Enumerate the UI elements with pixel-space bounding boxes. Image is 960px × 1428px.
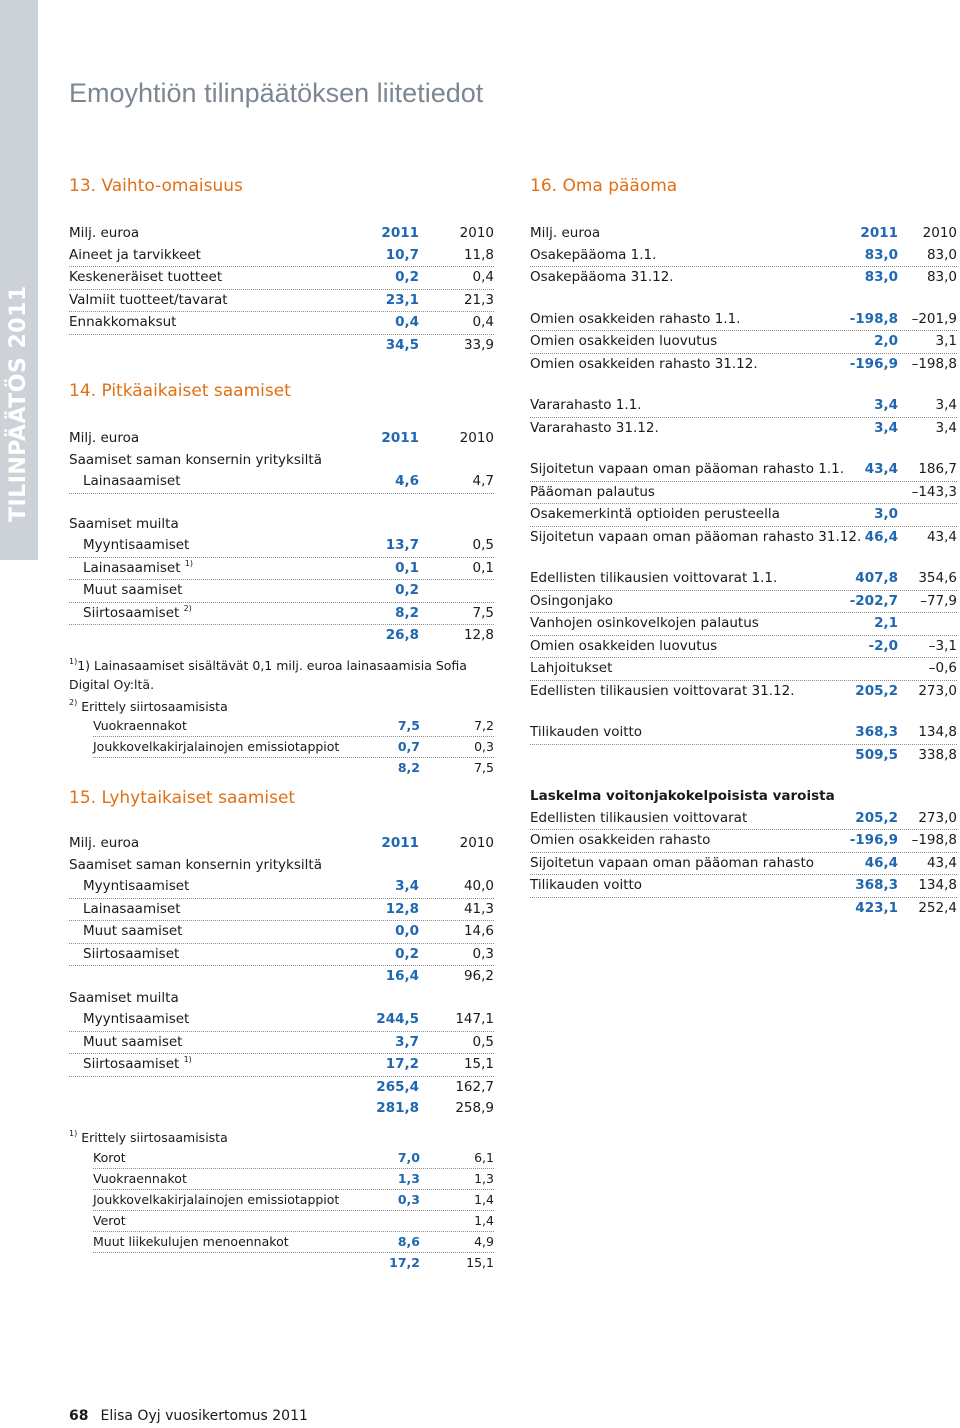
table-header: [530, 223, 957, 245]
value-2011: 281,8: [376, 1100, 419, 1116]
row-label: Muut saamiset: [83, 582, 183, 598]
value-2011: 10,7: [385, 246, 419, 263]
value-2011: 8,2: [395, 604, 419, 621]
row-label: Myyntisaamiset: [83, 1011, 190, 1027]
row-label: Joukkovelkakirjalainojen emissiotappiot: [93, 1192, 340, 1207]
value-2010: 252,4: [918, 899, 957, 916]
value-2011: 205,2: [855, 682, 898, 699]
table-row: [69, 603, 494, 626]
value-2011: 509,5: [855, 746, 898, 763]
value-2011: 8,2: [397, 760, 420, 775]
row-label: Myyntisaamiset: [83, 537, 190, 553]
table-row: [530, 395, 957, 418]
row-label: Korot: [93, 1150, 126, 1165]
table-row: [530, 482, 957, 505]
value-2011: 244,5: [376, 1011, 419, 1027]
table-header: [69, 428, 494, 450]
row-label: Vuokraennakot: [93, 718, 187, 733]
footnote-15-title: $^{1)}$ Erittely siirtosaamisista: [69, 1129, 228, 1145]
table-row: [69, 580, 494, 603]
value-2010: 15,1: [463, 1056, 494, 1072]
row-label: Verot: [93, 1213, 126, 1228]
value-2011: 46,4: [864, 854, 898, 871]
table-row: [93, 1232, 494, 1253]
value-2011: 8,6: [397, 1234, 420, 1249]
table-row: [530, 636, 957, 659]
value-2011: 16,4: [385, 968, 419, 984]
table-row: [530, 898, 957, 920]
table-row: [69, 921, 494, 944]
table-row: [69, 1077, 494, 1099]
row-label: Osakepääoma 1.1.: [530, 246, 657, 263]
table-row: [530, 875, 957, 898]
table-row: [93, 1169, 494, 1190]
value-2010: 83,0: [926, 269, 957, 285]
group-label: [69, 988, 494, 1010]
table-row: [530, 504, 957, 527]
value-2010: –3,1: [928, 637, 957, 654]
value-2010: 1,4: [474, 1213, 494, 1228]
table-accrued-income-breakdown-15: [93, 1148, 494, 1273]
value-2010: –0,6: [928, 660, 957, 676]
row-label: Vanhojen osinkovelkojen palautus: [530, 615, 759, 631]
table-row: [530, 658, 957, 681]
value-2010: –201,9: [911, 310, 957, 327]
value-2010: 3,4: [935, 397, 957, 413]
footnote-ref: 2): [183, 603, 192, 613]
row-label: Omien osakkeiden rahasto 31.12.: [530, 355, 758, 372]
value-2011: -2,0: [868, 637, 898, 654]
table-row: [530, 418, 957, 440]
value-2011: 2011: [381, 225, 419, 241]
value-2011: 7,0: [397, 1150, 420, 1165]
footnote-ref: 1): [183, 1055, 192, 1064]
row-label: Ennakkomaksut: [69, 314, 177, 330]
row-label: Vuokraennakot: [93, 1171, 187, 1186]
table-short-term-receivables: [69, 833, 494, 1120]
table-row: [530, 527, 957, 549]
row-label: Edellisten tilikausien voittovarat 31.12.: [530, 682, 795, 699]
value-2011: 17,2: [389, 1255, 420, 1270]
value-2011: 265,4: [376, 1078, 419, 1095]
table-row: [530, 745, 957, 767]
page-title: Emoyhtiön tilinpäätöksen liitetiedot: [69, 78, 484, 108]
value-2010: 3,1: [935, 333, 957, 349]
value-2011: 83,0: [864, 269, 898, 285]
value-2011: 43,4: [864, 461, 898, 477]
row-label: Edellisten tilikausien voittovarat 1.1.: [530, 570, 778, 586]
value-2010: 147,1: [455, 1011, 494, 1027]
value-2011: 2,1: [874, 615, 898, 631]
value-2010: 1,4: [474, 1192, 494, 1207]
row-label: Lainasaamiset: [83, 900, 181, 917]
value-2011: 0,7: [397, 739, 420, 754]
value-2011: 13,7: [385, 537, 419, 553]
value-2011: 2011: [860, 225, 898, 241]
page-number: 68: [69, 1408, 89, 1424]
table-row: [530, 331, 957, 354]
value-2010: 96,2: [463, 968, 494, 984]
row-label: Myyntisaamiset: [83, 878, 190, 894]
row-label: Omien osakkeiden luovutus: [530, 637, 718, 654]
value-2010: 273,0: [918, 809, 957, 826]
value-2010: 0,5: [472, 537, 494, 553]
footer-text: Elisa Oyj vuosikertomus 2011: [100, 1408, 308, 1424]
table-row: [69, 245, 494, 268]
value-2011: 1,3: [397, 1171, 420, 1186]
value-2011: 3,7: [395, 1033, 419, 1050]
section-16-title: 16. Oma pääoma: [530, 176, 678, 196]
table-row: [69, 966, 494, 988]
row-label: Joukkovelkakirjalainojen emissiotappiot: [93, 739, 340, 754]
value-2010: 40,0: [463, 878, 494, 894]
value-2010: 43,4: [926, 854, 957, 871]
table-row: [69, 1032, 494, 1055]
table-row: [530, 459, 957, 482]
table-row: [93, 758, 494, 778]
row-label: Pääoman palautus: [530, 483, 655, 500]
value-2010: 0,3: [474, 739, 494, 754]
table-inventory: [69, 223, 494, 356]
value-2010: 6,1: [474, 1150, 494, 1165]
value-2010: 273,0: [918, 682, 957, 699]
table-row: [69, 876, 494, 899]
sidebar-band: [0, 0, 38, 560]
table-accrued-income-breakdown: [93, 716, 494, 778]
value-2011: 7,5: [397, 718, 420, 733]
value-2011: 0,4: [395, 314, 419, 330]
footnote-1: $^{1)}$1) Lainasaamiset sisältävät 0,1 milj. euroa lainasaamisia Sofia Digital Oy:ltä.: [69, 657, 467, 692]
section-15-title: 15. Lyhytaikaiset saamiset: [69, 788, 296, 808]
table-row: [530, 808, 957, 831]
value-2011: 0,2: [395, 945, 419, 962]
row-label: Milj. euroa: [69, 225, 140, 241]
value-2011: 3,0: [874, 506, 898, 522]
table-row: [69, 944, 494, 967]
table-row: [93, 737, 494, 758]
value-2011: -196,9: [849, 355, 898, 372]
row-label: Lahjoitukset: [530, 660, 613, 676]
table-row: [93, 1211, 494, 1232]
row-label: Milj. euroa: [69, 430, 140, 446]
group-label: [69, 450, 494, 472]
value-2011: 3,4: [874, 419, 898, 436]
value-2010: 83,0: [926, 246, 957, 263]
value-2010: –143,3: [911, 483, 957, 500]
row-label: Omien osakkeiden rahasto 1.1.: [530, 310, 741, 327]
value-2010: 338,8: [918, 746, 957, 763]
value-2011: 2011: [381, 430, 419, 446]
value-2011: 83,0: [864, 246, 898, 263]
row-label: Vararahasto 1.1.: [530, 397, 642, 413]
table-row: [93, 716, 494, 737]
row-label: Milj. euroa: [530, 225, 601, 241]
group-label-text: Saamiset muilta: [69, 989, 179, 1006]
row-label: Vararahasto 31.12.: [530, 419, 659, 436]
value-2011: 3,4: [874, 397, 898, 413]
value-2010: 134,8: [918, 877, 957, 893]
table-row: [69, 335, 494, 357]
table-row: [530, 613, 957, 636]
table-row: [69, 1054, 494, 1077]
page-footer: [69, 1408, 308, 1424]
value-2011: 205,2: [855, 809, 898, 826]
value-2010: 33,9: [463, 336, 494, 353]
value-2011: 0,2: [395, 269, 419, 285]
table-row: [530, 245, 957, 268]
value-2010: 11,8: [463, 246, 494, 263]
value-2010: 4,7: [472, 473, 494, 489]
value-2010: 14,6: [463, 923, 494, 939]
value-2011: 26,8: [385, 627, 419, 643]
value-2011: 12,8: [385, 900, 419, 917]
value-2010: 43,4: [926, 528, 957, 545]
value-2010: 258,9: [455, 1100, 494, 1116]
value-2010: 1,3: [474, 1171, 494, 1186]
row-label: Osingonjako: [530, 592, 613, 609]
table-row: [69, 290, 494, 313]
value-2010: 2010: [459, 430, 494, 446]
value-2010: –198,8: [911, 832, 957, 848]
table-row: [69, 535, 494, 558]
row-label: Sijoitetun vapaan oman pääoman rahasto 1.1.: [530, 461, 845, 477]
value-2010: 162,7: [455, 1078, 494, 1095]
footnote-ref: 1): [184, 558, 194, 568]
row-label: Tilikauden voitto: [530, 877, 643, 893]
row-label: Osakepääoma 31.12.: [530, 269, 674, 285]
value-2010: 21,3: [463, 291, 494, 308]
value-2010: 41,3: [463, 900, 494, 917]
value-2011: 0,0: [395, 923, 419, 939]
table-long-term-receivables: [69, 428, 494, 647]
row-label: Sijoitetun vapaan oman pääoman rahasto: [530, 854, 815, 871]
value-2010: 0,5: [472, 1033, 494, 1050]
row-label: Aineet ja tarvikkeet: [69, 246, 201, 263]
row-label: Lainasaamiset: [83, 473, 181, 489]
value-2010: 2010: [922, 225, 957, 241]
table-row: [69, 899, 494, 922]
row-label: Sijoitetun vapaan oman pääoman rahasto 31.12.: [530, 528, 862, 545]
value-2010: –77,9: [920, 592, 957, 609]
value-2011: 423,1: [855, 899, 898, 916]
row-label: Omien osakkeiden rahasto: [530, 832, 711, 848]
table-row: [530, 591, 957, 614]
value-2011: -196,9: [849, 832, 898, 848]
row-label: Lainasaamiset $^{1)}$: [83, 558, 194, 576]
table-equity: [530, 223, 957, 919]
table-row: [93, 1148, 494, 1169]
footnote-2-title: $^{2)}$ Erittely siirtosaamisista: [69, 698, 228, 714]
table-row: [530, 722, 957, 745]
table-row: [530, 853, 957, 876]
group-label: [69, 855, 494, 877]
row-label: Muut saamiset: [83, 1033, 183, 1050]
calc-title-text: Laskelma voitonjakokelpoisista varoista: [530, 788, 835, 804]
calc-title: [530, 786, 957, 808]
table-row: [69, 625, 494, 647]
table-row: [69, 1009, 494, 1032]
row-label: Muut saamiset: [83, 923, 183, 939]
table-row: [530, 681, 957, 703]
value-2010: 0,1: [472, 559, 494, 576]
row-label: Osakemerkintä optioiden perusteella: [530, 506, 780, 522]
value-2011: 2011: [381, 835, 419, 851]
value-2011: 3,4: [395, 878, 419, 894]
value-2011: 0,1: [395, 559, 419, 576]
value-2010: 2010: [459, 225, 494, 241]
row-label: Keskeneräiset tuotteet: [69, 269, 223, 285]
value-2010: 7,5: [472, 604, 494, 621]
table-row: [530, 568, 957, 591]
group-label-text: Saamiset saman konsernin yrityksiltä: [69, 451, 322, 468]
value-2011: 46,4: [864, 528, 898, 545]
row-label: Muut liikekulujen menoennakot: [93, 1234, 289, 1249]
row-label: Siirtosaamiset: [83, 945, 180, 962]
value-2010: 7,2: [474, 718, 494, 733]
value-2010: 0,3: [472, 945, 494, 962]
table-row: [69, 471, 494, 494]
value-2011: 368,3: [855, 877, 898, 893]
value-2011: -202,7: [849, 592, 898, 609]
value-2011: 2,0: [874, 333, 898, 349]
value-2011: 23,1: [385, 291, 419, 308]
value-2010: 134,8: [918, 724, 957, 740]
table-row: [530, 267, 957, 289]
group-label: [69, 514, 494, 536]
value-2010: 0,4: [472, 269, 494, 285]
value-2011: 368,3: [855, 724, 898, 740]
group-label-text: Saamiset muilta: [69, 515, 179, 532]
value-2010: 354,6: [918, 570, 957, 586]
row-label: Omien osakkeiden luovutus: [530, 333, 718, 349]
value-2010: 3,4: [935, 419, 957, 436]
value-2010: 15,1: [466, 1255, 494, 1270]
value-2011: 0,2: [395, 582, 419, 598]
sidebar-label: TILINPÄÄTÖS 2011: [6, 285, 31, 522]
table-row: [93, 1253, 494, 1273]
value-2010: 2010: [459, 835, 494, 851]
value-2010: 7,5: [474, 760, 494, 775]
table-row: [69, 312, 494, 335]
table-header: [69, 833, 494, 855]
row-label: Milj. euroa: [69, 835, 140, 851]
section-14-title: 14. Pitkäaikaiset saamiset: [69, 381, 291, 401]
value-2011: 34,5: [385, 336, 419, 353]
table-row: [93, 1190, 494, 1211]
value-2011: 407,8: [855, 570, 898, 586]
value-2011: -198,8: [849, 310, 898, 327]
row-label: Valmiit tuotteet/tavarat: [69, 291, 228, 308]
table-row: [69, 1098, 494, 1120]
row-label: Edellisten tilikausien voittovarat: [530, 809, 748, 826]
row-label: Tilikauden voitto: [530, 724, 643, 740]
table-row: [530, 830, 957, 853]
row-label: Siirtosaamiset $^{2)}$: [83, 603, 192, 621]
row-label: Siirtosaamiset $^{1)}$: [83, 1055, 192, 1072]
value-2011: 4,6: [395, 473, 419, 489]
value-2010: 4,9: [474, 1234, 494, 1249]
value-2010: 186,7: [918, 461, 957, 477]
table-row: [530, 354, 957, 376]
value-2010: 0,4: [472, 314, 494, 330]
section-13-title: 13. Vaihto-omaisuus: [69, 176, 243, 196]
value-2010: 12,8: [463, 627, 494, 643]
table-row: [530, 309, 957, 332]
table-row: [69, 558, 494, 581]
value-2011: 0,3: [397, 1192, 420, 1207]
value-2011: 17,2: [385, 1056, 419, 1072]
group-label-text: Saamiset saman konsernin yrityksiltä: [69, 856, 322, 873]
table-header: [69, 223, 494, 245]
value-2010: –198,8: [911, 355, 957, 372]
table-row: [69, 267, 494, 290]
